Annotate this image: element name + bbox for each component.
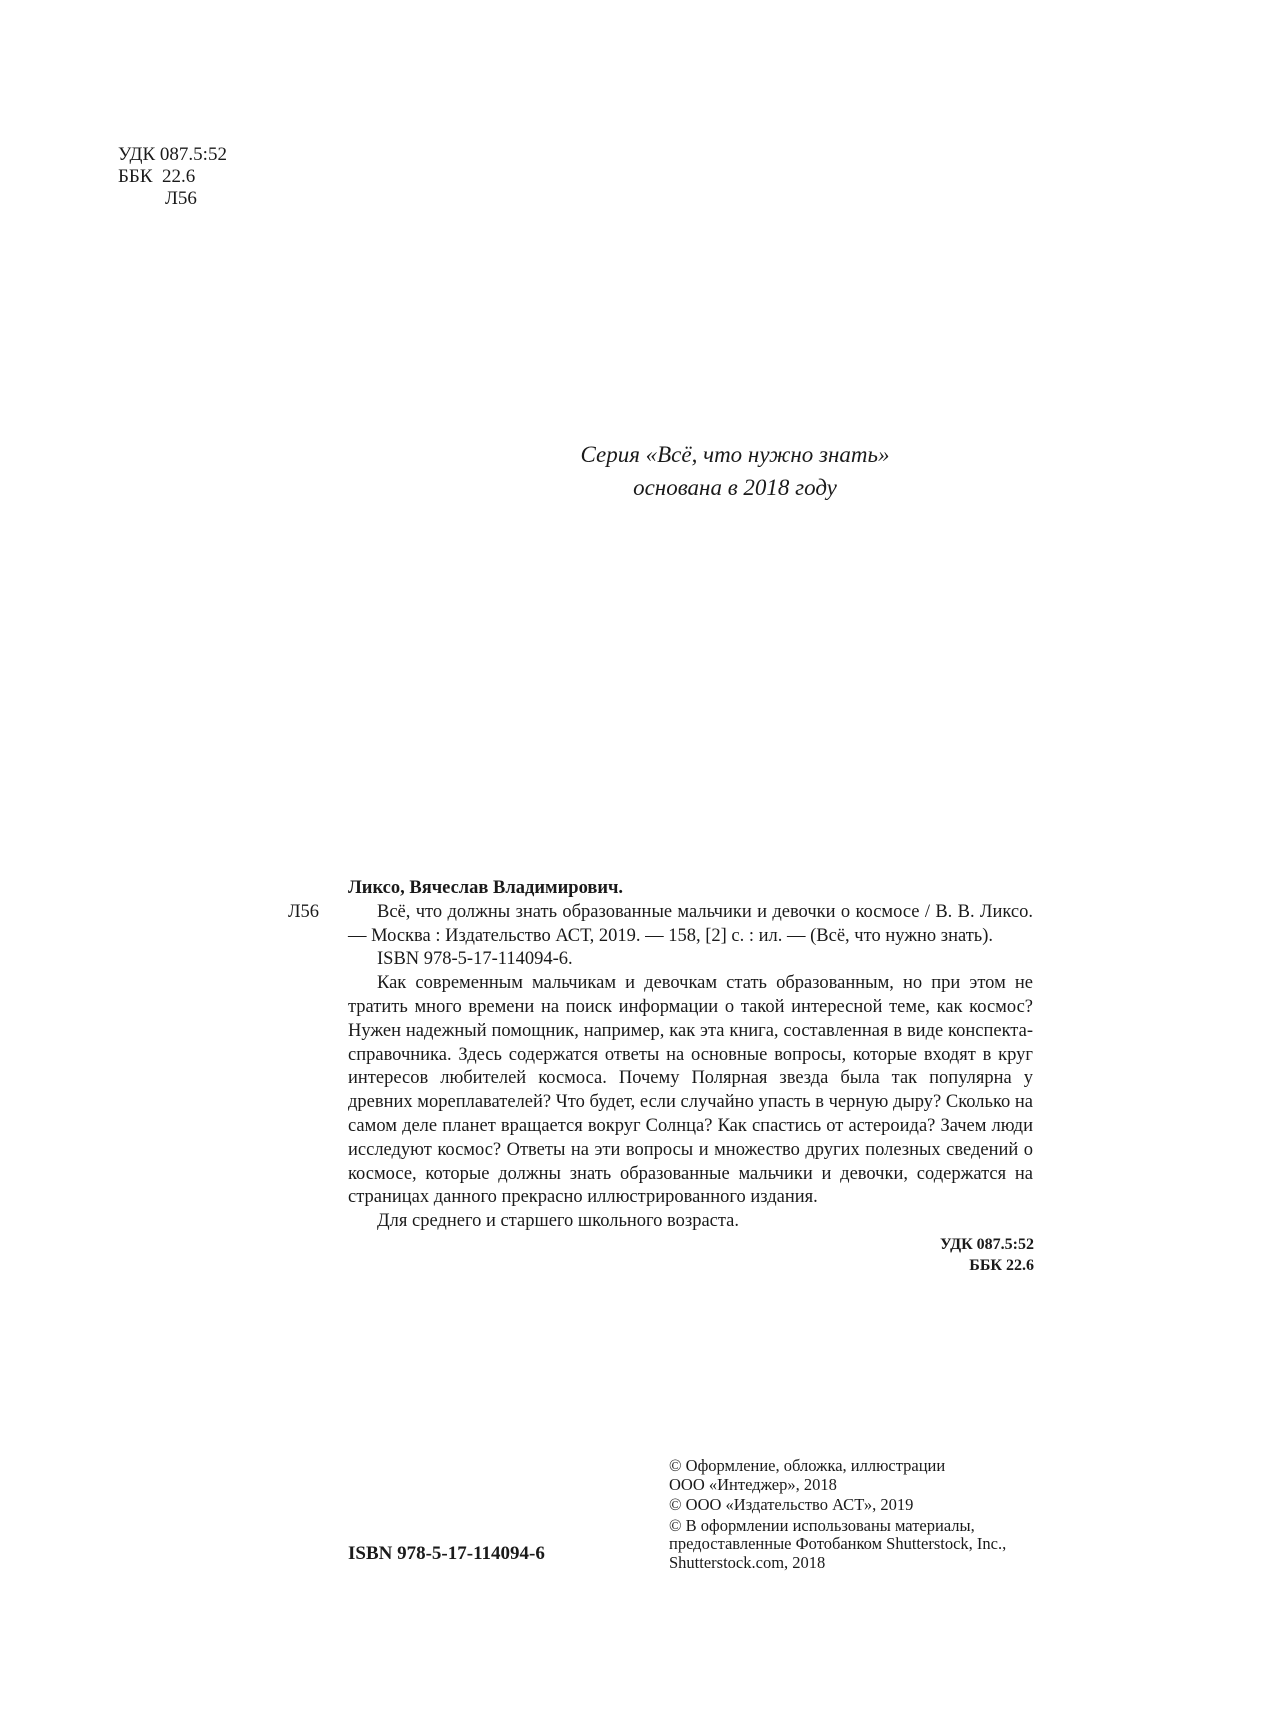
udk-code-bottom: УДК 087.5:52 [939,1236,1034,1253]
author-heading: Ликсо, Вячеслав Владимирович. [348,878,624,898]
series-note-line-2: основана в 2018 году [633,475,837,500]
bbk-code: ББК 22.6 [118,166,196,187]
udk-code: УДК 087.5:52 [118,144,227,165]
annotation: Как современным мальчикам и девочкам стать образованным, но при этом не тратить много времени на поиск информации о такой интересной теме, как космос? Нужен надежный помощник, например, как эта книга, составленная в виде конспекта-справочника. Здесь содержатся ответы на основные вопросы, которые входят в круг интересов любителей космоса. Почему Полярная звезда была так популярна у древних мореплавателей? Что будет, если случайно упасть в черную дыру? Сколько на самом деле планет вращается вокруг Солнца? Как спастись от астероида? Зачем люди исследуют космос? Ответы на эти вопросы и множество других полезных сведений о космосе, которые должны знать образованные мальчики и девочки, содержатся на страницах данного прекрасно иллюстрированного издания. [348,973,1033,1208]
copyright-materials-line-3: Shutterstock.com, 2018 [669,1552,826,1572]
classification-codes-bottom [860,1234,1034,1276]
classification-codes-top [118,144,227,210]
isbn-footer: ISBN 978-5-17-114094-6 [348,1543,545,1564]
bibliographic-record [348,877,1033,1234]
copyright-publisher: © ООО «Издательство АСТ», 2019 [669,1495,914,1515]
series-note-line-1: Серия «Всё, что нужно знать» [580,442,890,467]
copyright-block [669,1457,1049,1573]
copyright-design-line-2: ООО «Интеджер», 2018 [669,1474,837,1494]
bbk-code-bottom: ББК 22.6 [969,1257,1034,1274]
copyright-design-line-1: © Оформление, обложка, иллюстрации [669,1456,946,1475]
series-note [0,438,1270,504]
copyright-materials-line-1: © В оформлении использованы материалы, [669,1515,975,1535]
title-description: Всё, что должны знать образованные мальчики и девочки о космосе / В. В. Ликсо. — Москва : Издательство АСТ, 2019. — 158, [2] с. : ил. — (Всё, что нужно знать). [348,901,1033,946]
margin-author-mark: Л56 [288,902,320,922]
author-mark-code: Л56 [165,188,197,209]
audience-note: Для среднего и старшего школьного возраста. [377,1211,740,1232]
isbn-line: ISBN 978-5-17-114094-6. [377,949,573,970]
copyright-materials-line-2: предоставленные Фотобанком Shutterstock, Inc., [669,1534,1007,1554]
